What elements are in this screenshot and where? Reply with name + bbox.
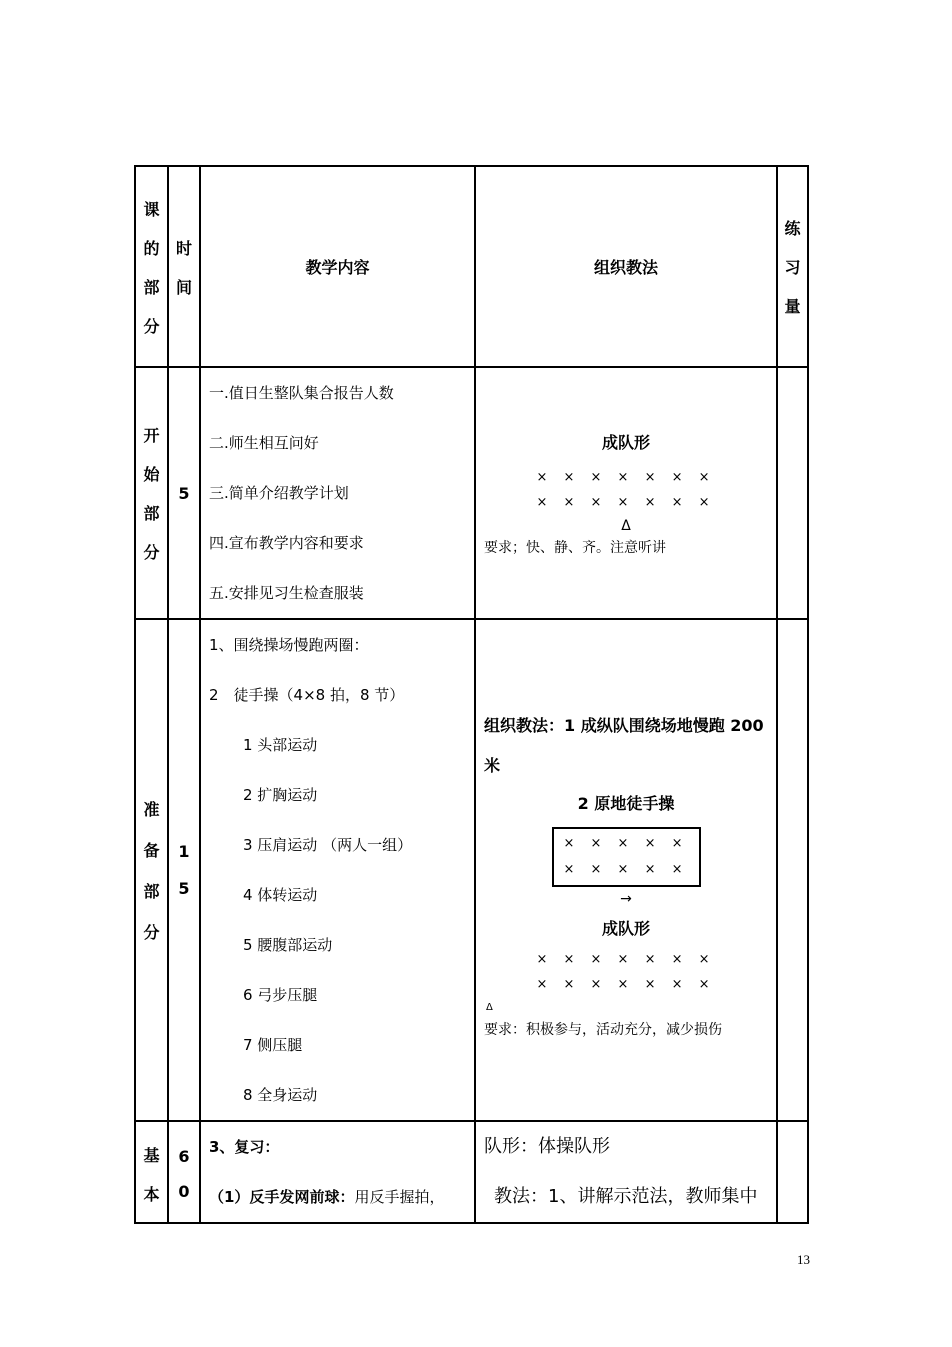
content-list [200, 367, 475, 619]
method-cell [475, 1121, 777, 1223]
row-warmup [135, 619, 808, 1121]
teacher-mark: Δ [486, 1002, 493, 1013]
method-subtitle: 2 原地徒手操 [577, 794, 675, 813]
header-content: 教学内容 [200, 166, 475, 367]
header-method: 组织教法 [475, 166, 777, 367]
formation-title: 成队形 [601, 432, 650, 452]
formation-box [552, 827, 701, 887]
list-item: 3、复习： [209, 1138, 280, 1156]
list-item: 1 头部运动 [243, 736, 318, 754]
row-opening [135, 367, 808, 619]
list-item: 8 全身运动 [243, 1086, 318, 1104]
arrow-icon: → [620, 891, 632, 907]
list-item: （1）反手发网前球：用反手握拍， [209, 1188, 445, 1206]
method-line: 队形：体操队形 [484, 1136, 610, 1157]
part-label: 基 本 [135, 1121, 168, 1223]
time-value: 1 5 [168, 619, 200, 1121]
method-line: 组织教法：1 成纵队围绕场地慢跑 200 [484, 716, 764, 735]
list-item: 6 弓步压腿 [243, 986, 318, 1004]
list-item: 2 徒手操（4×8 拍，8 节） [209, 686, 405, 704]
teacher-mark: Δ [621, 517, 631, 534]
list-item: 三.简单介绍教学计划 [209, 484, 349, 502]
header-part: 课 的 部 分 [135, 166, 168, 367]
page-number: 13 [797, 1252, 810, 1267]
list-item: 二.师生相互问好 [209, 434, 319, 452]
list-item: 一.值日生整队集合报告人数 [209, 384, 394, 402]
list-item: 四.宣布教学内容和要求 [209, 534, 364, 552]
list-item: 1、围绕操场慢跑两圈： [209, 636, 369, 654]
method-cell [475, 619, 777, 1121]
part-label: 开 始 部 分 [135, 367, 168, 619]
method-line: 米 [484, 756, 501, 775]
header-amount: 练 习 量 [777, 166, 808, 367]
list-item: 4 体转运动 [243, 886, 318, 904]
time-value: 6 0 [168, 1121, 200, 1223]
method-cell [475, 367, 777, 619]
formation-row: × × × × × [563, 862, 689, 877]
formation-title: 成队形 [601, 919, 650, 938]
formation-row: × × × × × × × [536, 494, 716, 510]
lesson-plan-table [134, 165, 809, 1224]
formation-row: × × × × × × × [536, 977, 716, 992]
amount-cell [777, 619, 808, 1121]
content-list [200, 1121, 475, 1223]
list-item: 5 腰腹部运动 [243, 936, 333, 954]
list-item: 3 压肩运动 （两人一组） [243, 836, 413, 854]
formation-row: × × × × × × × [536, 952, 716, 967]
header-row [135, 166, 808, 367]
list-item: 2 扩胸运动 [243, 786, 318, 804]
requirement-text: 要求；快、静、齐。注意听讲 [484, 539, 666, 556]
requirement-text: 要求：积极参与，活动充分，减少损伤 [484, 1022, 722, 1038]
time-value: 5 [168, 367, 200, 619]
row-basic [135, 1121, 808, 1223]
list-item: 五.安排见习生检查服装 [209, 584, 364, 602]
list-item: 7 侧压腿 [243, 1036, 303, 1054]
header-time: 时 间 [168, 166, 200, 367]
method-line: 教法：1、讲解示范法，教师集中 [494, 1186, 758, 1207]
content-list [200, 619, 475, 1121]
part-label: 准 备 部 分 [135, 619, 168, 1121]
formation-row: × × × × × × × [536, 469, 716, 485]
amount-cell [777, 1121, 808, 1223]
amount-cell [777, 367, 808, 619]
formation-row: × × × × × [563, 836, 689, 851]
